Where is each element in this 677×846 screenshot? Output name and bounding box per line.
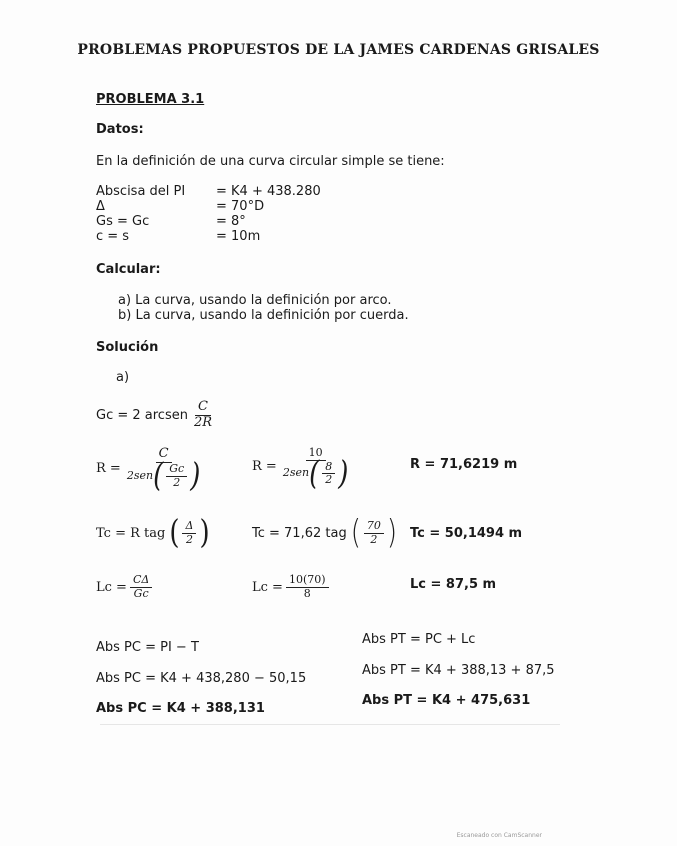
abs-pc-line-2: Abs PC = K4 + 438,280 − 50,15: [96, 671, 307, 686]
lc-formula-lhs: Lc =: [96, 579, 127, 595]
r-substitution: R = 10 2sen ( $\frac{8}{2}$ ): [252, 446, 349, 493]
r-result: R = 71,6219 m: [410, 457, 518, 472]
lc-substitution: [252, 574, 332, 600]
data-label-delta: Δ: [96, 199, 105, 214]
r-formula-inner-num: Gc: [166, 463, 187, 477]
r-formula-num: C: [156, 447, 172, 463]
tc-formula-lhs: Tc = R tag: [96, 525, 166, 541]
r-formula-den-pre: 2sen: [126, 468, 154, 482]
lc-result: Lc = 87,5 m: [410, 577, 497, 592]
data-label-cuerda: c = s: [96, 229, 130, 244]
r-formula-lhs: R =: [96, 460, 121, 476]
gc-formula: [96, 400, 218, 431]
calc-item-a: a) La curva, usando la definición por arco.: [118, 293, 392, 308]
r-sub-lhs: R =: [252, 459, 277, 475]
tc-formula-den: 2: [185, 532, 193, 546]
data-value-delta: = 70°D: [216, 199, 265, 214]
part-a-label: a): [116, 370, 130, 385]
r-sub-den-pre: 2sen: [282, 466, 310, 480]
tc-formula-num: Δ: [182, 520, 196, 534]
abs-pt-line-1: Abs PT = PC + Lc: [362, 632, 476, 647]
gc-formula-lhs: Gc = 2 arcsen: [96, 407, 188, 423]
page-title: PROBLEMAS PROPUESTOS DE LA JAMES CARDENAS GRISALES: [77, 42, 600, 58]
lc-formula-num: CΔ: [130, 574, 152, 588]
gc-formula-num: C: [195, 400, 211, 416]
lc-sub-num: 10(70): [286, 574, 329, 588]
data-value-cuerda: = 10m: [216, 229, 261, 244]
scanner-watermark: Escaneado con CamScanner: [456, 832, 542, 839]
tc-formula: Tc = R tag ( $\frac{\Delta}{2}$ ): [96, 514, 210, 552]
abs-pt-line-2: Abs PT = K4 + 388,13 + 87,5: [362, 663, 555, 678]
r-formula: R = C 2sen ( $\frac{Gc}{2}$ ): [96, 446, 201, 495]
solucion-heading: Solución: [96, 340, 159, 355]
problem-heading: PROBLEMA 3.1: [96, 92, 205, 107]
tc-sub-den: 2: [370, 532, 378, 546]
data-value-abscisa: = K4 + 438.280: [216, 184, 321, 199]
r-sub-num: 10: [306, 447, 326, 461]
lc-formula-den: Gc: [133, 586, 149, 600]
gc-formula-den: 2R: [193, 414, 213, 430]
r-formula-inner-den: 2: [173, 475, 181, 489]
data-value-grado: = 8°: [216, 214, 246, 229]
data-label-grado: Gs = Gc: [96, 214, 150, 229]
abs-pc-line-3: Abs PC = K4 + 388,131: [96, 701, 265, 716]
abs-pt-line-3: Abs PT = K4 + 475,631: [362, 693, 531, 708]
tc-sub-num: 70: [364, 520, 384, 534]
r-sub-inner-num: 8: [322, 461, 335, 475]
lc-sub-lhs: Lc =: [252, 579, 283, 595]
r-sub-inner-den: 2: [325, 473, 333, 487]
intro-text: En la definición de una curva circular simple se tiene:: [96, 154, 445, 169]
calcular-heading: Calcular:: [96, 262, 161, 277]
tc-substitution: Tc = 71,62 tag ( $\frac{70}{2}$ ): [252, 514, 398, 552]
datos-heading: Datos:: [96, 122, 144, 137]
divider: [100, 724, 560, 725]
lc-sub-den: 8: [303, 586, 311, 600]
calc-item-b: b) La curva, usando la definición por cuerda.: [118, 308, 409, 323]
tc-sub-lhs: Tc = 71,62 tag: [252, 525, 347, 541]
lc-formula: [96, 574, 155, 600]
abs-pc-line-1: Abs PC = PI − T: [96, 640, 199, 655]
tc-result: Tc = 50,1494 m: [410, 526, 523, 541]
data-label-abscisa: Abscisa del PI: [96, 184, 186, 199]
